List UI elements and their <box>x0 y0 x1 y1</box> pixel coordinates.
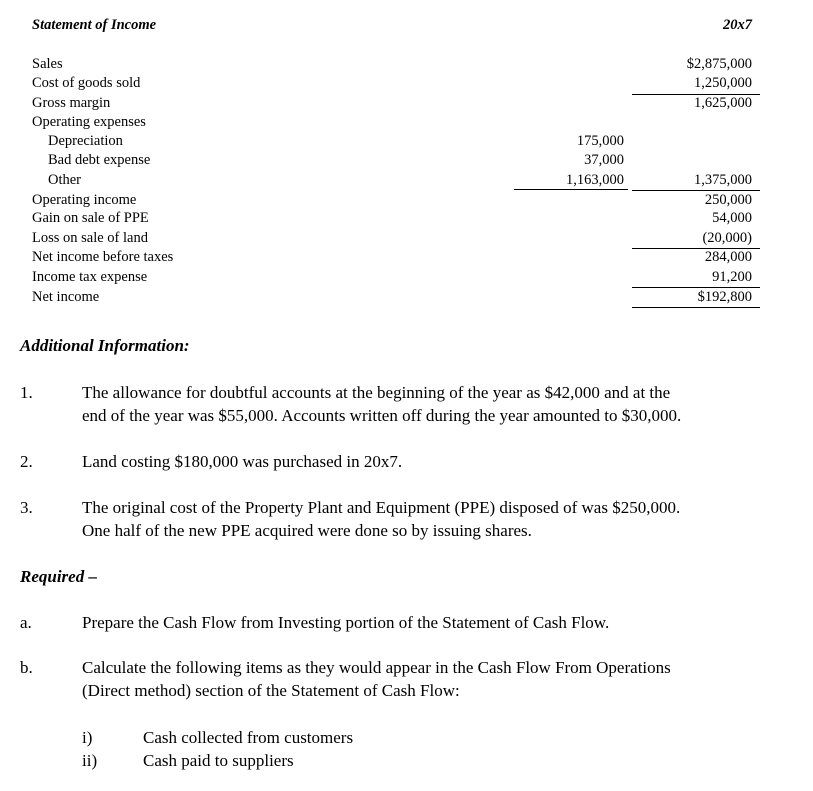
value-gain-ppe: 54,000 <box>712 210 752 226</box>
label-bad-debt: Bad debt expense <box>48 152 151 168</box>
period-label: 20x7 <box>723 17 752 33</box>
value-bad-debt: 37,000 <box>584 152 624 168</box>
label-nibt: Net income before taxes <box>32 249 174 265</box>
value-operating-income: 250,000 <box>704 192 752 208</box>
required-b-line2: (Direct method) section of the Statement of Cash Flow: <box>82 681 460 700</box>
value-gross-margin: 1,625,000 <box>694 95 752 111</box>
label-gain-ppe: Gain on sale of PPE <box>32 210 149 226</box>
value-other: 1,163,000 <box>566 172 624 188</box>
statement-title: Statement of Income <box>32 17 157 33</box>
label-sales: Sales <box>32 56 63 72</box>
label-tax: Income tax expense <box>32 269 148 285</box>
label-operating-expenses: Operating expenses <box>32 114 146 130</box>
value-cogs: 1,250,000 <box>694 75 752 91</box>
net-income-underline <box>632 307 760 308</box>
additional-heading: Additional Information: <box>20 336 190 355</box>
label-other: Other <box>48 172 82 188</box>
value-net-income: $192,800 <box>697 289 752 305</box>
additional-num-1: 1. <box>20 383 33 402</box>
required-heading: Required – <box>20 567 97 586</box>
subitem-label-i: i) <box>82 728 93 747</box>
additional-1-line1: The allowance for doubtful accounts at the beginning of the year as $42,000 and at the <box>82 383 671 402</box>
label-operating-income: Operating income <box>32 192 137 208</box>
subitem-text-i: Cash collected from customers <box>143 728 354 747</box>
label-loss-land: Loss on sale of land <box>32 230 148 246</box>
detail-underline <box>514 189 628 190</box>
label-cogs: Cost of goods sold <box>32 75 141 91</box>
label-net-income: Net income <box>32 289 100 305</box>
additional-2-line1: Land costing $180,000 was purchased in 20x7. <box>82 452 403 471</box>
value-nibt: 284,000 <box>704 249 752 265</box>
subitem-label-ii: ii) <box>82 751 98 770</box>
label-depreciation: Depreciation <box>48 133 123 149</box>
subitem-text-ii: Cash paid to suppliers <box>143 751 294 770</box>
value-loss-land: (20,000) <box>702 230 752 246</box>
required-label-b: b. <box>20 658 33 677</box>
value-depreciation: 175,000 <box>576 133 624 149</box>
additional-1-line2: end of the year was $55,000. Accounts written off during the year amounted to $30,000. <box>82 406 682 425</box>
additional-3-line1: The original cost of the Property Plant and Equipment (PPE) disposed of was $250,000. <box>82 498 681 517</box>
required-label-a: a. <box>20 613 32 632</box>
value-tax: 91,200 <box>712 269 752 285</box>
value-total-opex: 1,375,000 <box>694 172 752 188</box>
additional-num-3: 3. <box>20 498 33 517</box>
value-sales: $2,875,000 <box>686 56 752 72</box>
label-gross-margin: Gross margin <box>32 95 111 111</box>
additional-3-line2: One half of the new PPE acquired were done so by issuing shares. <box>82 521 532 540</box>
additional-num-2: 2. <box>20 452 33 471</box>
required-a-line1: Prepare the Cash Flow from Investing portion of the Statement of Cash Flow. <box>82 613 610 632</box>
required-b-line1: Calculate the following items as they would appear in the Cash Flow From Operations <box>82 658 671 677</box>
